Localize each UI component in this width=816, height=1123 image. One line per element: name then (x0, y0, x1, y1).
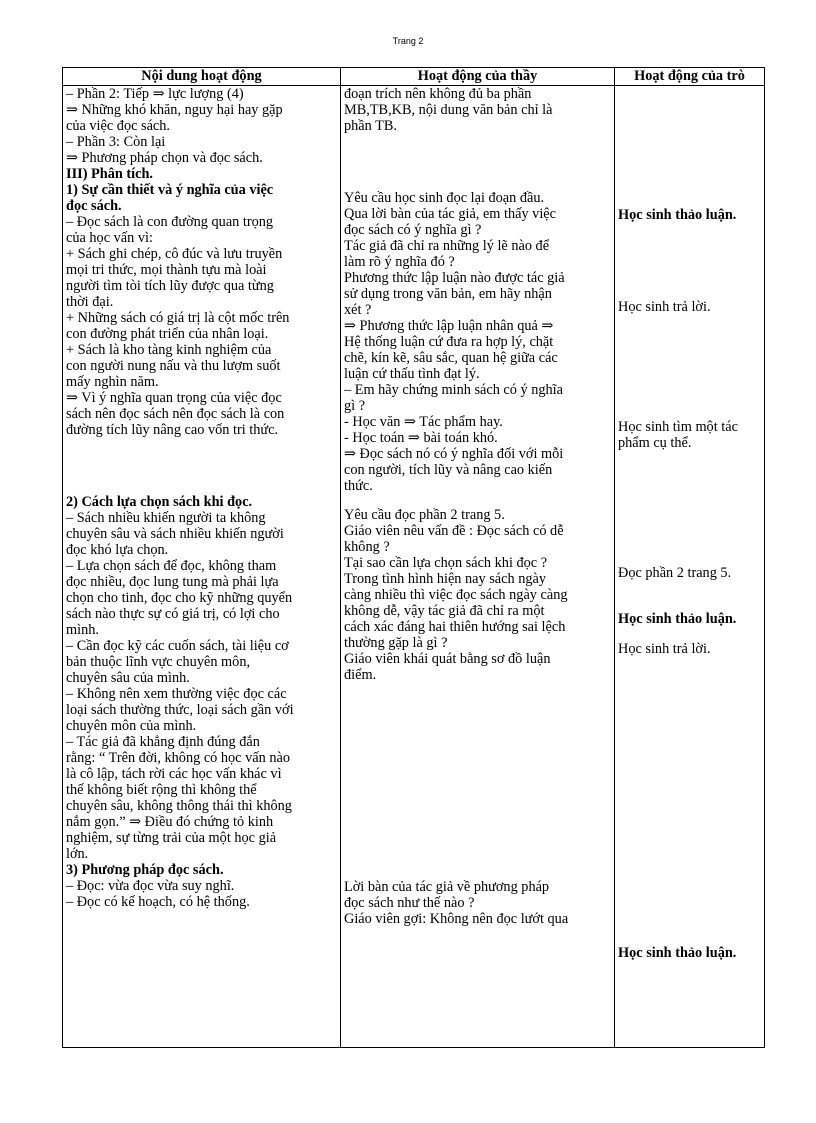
text-line: ⇒ Những khó khăn, nguy hại hay gặp (66, 102, 283, 118)
text-line: ⇒ Phương pháp chọn và đọc sách. (66, 150, 263, 166)
spacer (618, 657, 761, 945)
content-cell (63, 86, 341, 1048)
spacer (344, 683, 611, 879)
text-line: làm rõ ý nghĩa đó ? (344, 254, 455, 270)
text-line: – Cần đọc kỹ các cuốn sách, tài liệu cơ (66, 638, 289, 654)
text-line: không dễ, vậy tác giả đã chỉ ra một (344, 603, 545, 619)
column-header-teacher: Hoạt động của thầy (341, 68, 615, 86)
text-line: Yêu cầu học sinh đọc lại đoạn đầu. (344, 190, 545, 206)
text-line: con người, tích lũy và nâng cao kiến (344, 462, 553, 478)
text-line: của học vấn vì: (66, 230, 153, 246)
spacer (344, 494, 611, 507)
text-line: ⇒ Phương thức lập luận nhân quả ⇒ (344, 318, 554, 334)
spacer (618, 581, 761, 611)
spacer (618, 451, 761, 565)
spacer (618, 315, 761, 419)
text-line: - Học toán ⇒ bài toán khó. (344, 430, 498, 446)
table-header-row (63, 68, 765, 86)
text-line: + Sách ghi chép, cô đúc và lưu truyền (66, 246, 283, 262)
section-heading: Học sinh thảo luận. (618, 207, 737, 223)
text-line: là cô lập, tách rời các học vấn khác vì (66, 766, 282, 782)
text-line: - Học văn ⇒ Tác phẩm hay. (344, 414, 503, 430)
text-line: thức. (344, 478, 373, 494)
text-line: – Lựa chọn sách để đọc, không tham (66, 558, 277, 574)
spacer (66, 438, 337, 494)
text-line: Giáo viên nêu vấn đề : Đọc sách có dễ (344, 523, 564, 539)
text-line: chuyên môn của mình. (66, 718, 197, 734)
teacher-activity-cell (341, 86, 615, 1048)
text-line: rằng: “ Trên đời, không có học vấn nào (66, 750, 290, 766)
spacer (618, 223, 761, 299)
text-line: đọc sách như thế nào ? (344, 895, 475, 911)
text-line: + Những sách có giá trị là cột mốc trên (66, 310, 290, 326)
student-activity-cell (615, 86, 765, 1048)
text-line: sách nên đọc sách nên đọc sách là con (66, 406, 285, 422)
text-line: Đọc phần 2 trang 5. (618, 565, 732, 581)
text-line: con đường phát triển của nhân loại. (66, 326, 269, 342)
text-line: Trong tình hình hiện nay sách ngày (344, 571, 546, 587)
text-line: mấy nghìn năm. (66, 374, 159, 390)
text-line: không ? (344, 539, 390, 555)
text-line: xét ? (344, 302, 372, 318)
text-line: Học sinh tìm một tác (618, 419, 738, 435)
text-line: con người nung nấu và thu lượm suốt (66, 358, 281, 374)
text-line: – Đọc sách là con đường quan trọng (66, 214, 274, 230)
text-line: mọi tri thức, mọi thành tựu mà loài (66, 262, 267, 278)
text-line: người tìm tòi tích lũy được qua từng (66, 278, 274, 294)
text-line: + Sách là kho tàng kinh nghiệm của (66, 342, 272, 358)
text-line: Giáo viên khái quát bằng sơ đồ luận (344, 651, 551, 667)
text-line: thời đại. (66, 294, 114, 310)
text-line: càng nhiều thì việc đọc sách ngày càng (344, 587, 568, 603)
text-line: – Tác giả đã khẳng định đúng đắn (66, 734, 260, 750)
text-line: Lời bàn của tác giả về phương pháp (344, 879, 550, 895)
text-line: – Không nên xem thường việc đọc các (66, 686, 287, 702)
text-line: – Sách nhiều khiến người ta không (66, 510, 266, 526)
column-header-content: Nội dung hoạt động (63, 68, 341, 86)
text-line: đọc khó lựa chọn. (66, 542, 169, 558)
text-line: chuyên sâu và sách nhiều khiến người (66, 526, 284, 542)
text-line: Hệ thống luận cứ đưa ra hợp lý, chặt (344, 334, 554, 350)
section-heading: đọc sách. (66, 198, 122, 214)
spacer (344, 134, 611, 190)
section-heading: 3) Phương pháp đọc sách. (66, 862, 224, 878)
text-line: Tác giả đã chỉ ra những lý lẽ nào để (344, 238, 550, 254)
text-line: đoạn trích nên không đủ ba phần (344, 86, 532, 102)
text-line: – Đọc: vừa đọc vừa suy nghĩ. (66, 878, 235, 894)
text-line: Giáo viên gợi: Không nên đọc lướt qua (344, 911, 569, 927)
text-line: ⇒ Vì ý nghĩa quan trọng của việc đọc (66, 390, 282, 406)
text-line: chuyên sâu của mình. (66, 670, 190, 686)
text-line: Yêu cầu đọc phần 2 trang 5. (344, 507, 505, 523)
text-line: đọc nhiều, đọc lung tung mà phải lựa (66, 574, 279, 590)
text-line: loại sách thường thức, loại sách gần với (66, 702, 294, 718)
text-line: thế không biết rộng thì không thể (66, 782, 257, 798)
section-heading: III) Phân tích. (66, 166, 153, 182)
text-line: sử dụng trong văn bản, em hãy nhận (344, 286, 552, 302)
section-heading: Học sinh thảo luận. (618, 611, 737, 627)
text-line: của việc đọc sách. (66, 118, 170, 134)
text-line: bản thuộc lĩnh vực chuyên môn, (66, 654, 251, 670)
text-line: – Phần 3: Còn lại (66, 134, 166, 150)
text-line: gì ? (344, 398, 366, 414)
text-line: Qua lời bàn của tác giả, em thấy việc (344, 206, 556, 222)
text-line: ⇒ Đọc sách nó có ý nghĩa đối với mỗi (344, 446, 564, 462)
text-line: MB,TB,KB, nội dung văn bản chỉ là (344, 102, 553, 118)
text-line: – Phần 2: Tiếp ⇒ lực lượng (4) (66, 86, 244, 102)
text-line: – Đọc có kế hoạch, có hệ thống. (66, 894, 250, 910)
spacer (618, 627, 761, 641)
text-line: phần TB. (344, 118, 397, 134)
text-line: thường gặp là gì ? (344, 635, 448, 651)
text-line: luận cứ thấu tình đạt lý. (344, 366, 480, 382)
column-header-student: Hoạt động của trò (615, 68, 765, 86)
lesson-table (62, 67, 765, 1048)
section-heading: Học sinh thảo luận. (618, 945, 737, 961)
text-line: mình. (66, 622, 99, 638)
text-line: Học sinh trả lời. (618, 641, 711, 657)
text-line: cách xác đáng hai thiên hướng sai lệch (344, 619, 566, 635)
text-line: đọc sách có ý nghĩa gì ? (344, 222, 482, 238)
text-line: chẽ, kín kẽ, sâu sắc, quan hệ giữa các (344, 350, 558, 366)
text-line: phẩm cụ thể. (618, 435, 692, 451)
text-line: nghiệm, sự từng trải của một học giả (66, 830, 277, 846)
text-line: Tại sao cần lựa chọn sách khi đọc ? (344, 555, 548, 571)
text-line: – Em hãy chứng minh sách có ý nghĩa (344, 382, 563, 398)
text-line: lớn. (66, 846, 89, 862)
text-line: Học sinh trả lời. (618, 299, 711, 315)
spacer (618, 86, 761, 207)
section-heading: 2) Cách lựa chọn sách khi đọc. (66, 494, 253, 510)
section-heading: 1) Sự cần thiết và ý nghĩa của việc (66, 182, 274, 198)
text-line: chọn cho tinh, đọc cho kỹ những quyển (66, 590, 293, 606)
text-line: Phương thức lập luận nào được tác giả (344, 270, 565, 286)
page-header: Trang 2 (392, 36, 424, 46)
text-line: đường tích lũy nâng cao vốn tri thức. (66, 422, 279, 438)
text-line: nắm gọn.” ⇒ Điều đó chứng tỏ kinh (66, 814, 274, 830)
text-line: điểm. (344, 667, 377, 683)
text-line: chuyên sâu, không thông thái thì không (66, 798, 292, 814)
table-row (63, 86, 765, 1048)
text-line: sách nào thực sự có giá trị, có lợi cho (66, 606, 280, 622)
